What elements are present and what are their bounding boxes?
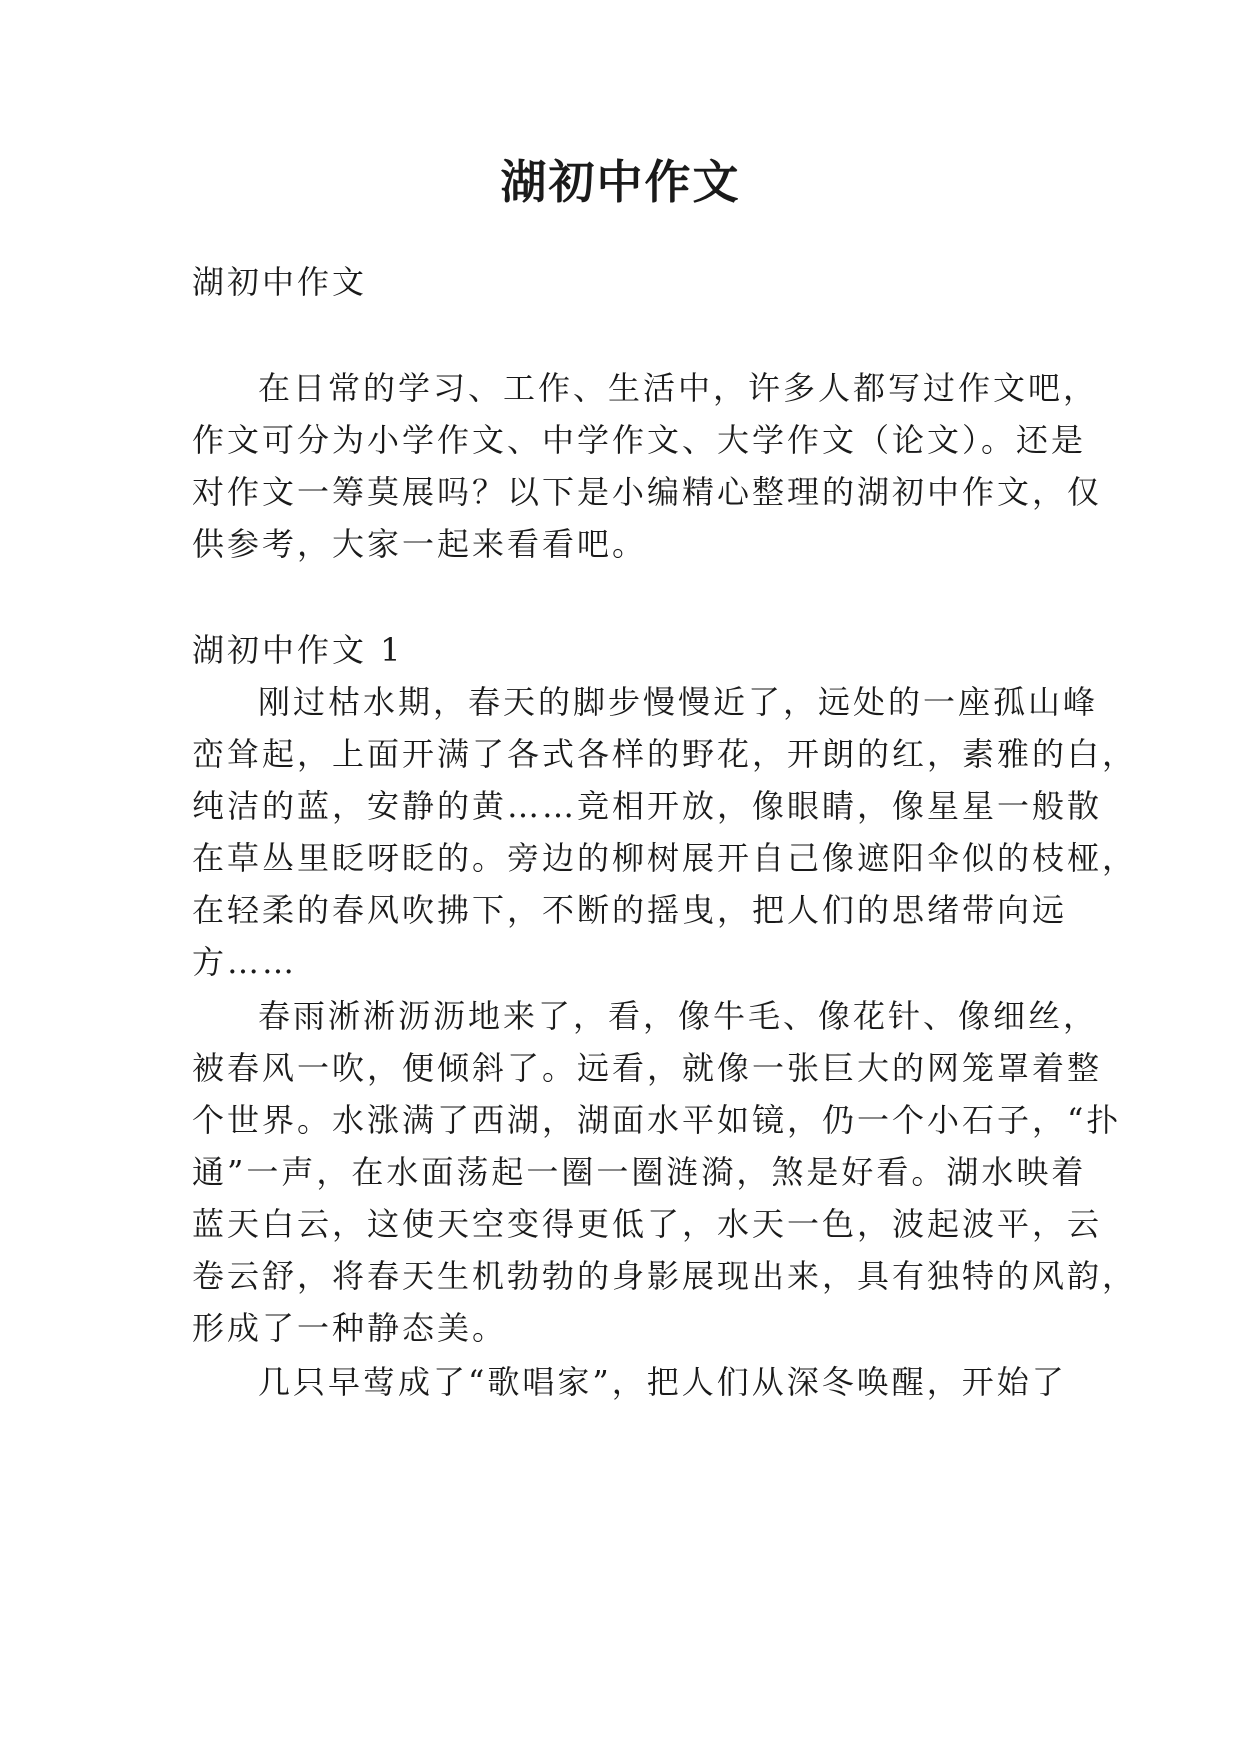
paragraph-line: 形成了一种静态美。 bbox=[192, 1309, 508, 1347]
paragraph-line: 方…… bbox=[192, 943, 298, 981]
document-subtitle: 湖初中作文 bbox=[192, 263, 368, 301]
paragraph-line: 卷云舒，将春天生机勃勃的身影展现出来，具有独特的风韵， bbox=[192, 1257, 1138, 1295]
paragraph-line: 刚过枯水期，春天的脚步慢慢近了，远处的一座孤山峰 bbox=[258, 683, 1099, 721]
intro-line: 作文可分为小学作文、中学作文、大学作文（论文）。还是 bbox=[192, 421, 1087, 459]
paragraph-line: 个世界。水涨满了西湖，湖面水平如镜，仍一个小石子，“扑 bbox=[192, 1101, 1122, 1139]
section-heading: 湖初中作文 1 bbox=[192, 631, 404, 669]
paragraph-line: 纯洁的蓝，安静的黄……竞相开放，像眼睛，像星星一般散 bbox=[192, 787, 1103, 825]
page-title: 湖初中作文 bbox=[500, 155, 741, 209]
intro-line: 在日常的学习、工作、生活中，许多人都写过作文吧， bbox=[258, 369, 1099, 407]
paragraph-line: 通”一声，在水面荡起一圈一圈涟漪，煞是好看。湖水映着 bbox=[192, 1153, 1087, 1191]
paragraph-line: 在草丛里眨呀眨的。旁边的柳树展开自己像遮阳伞似的枝桠， bbox=[192, 839, 1138, 877]
intro-line: 对作文一筹莫展吗？以下是小编精心整理的湖初中作文，仅 bbox=[192, 473, 1103, 511]
paragraph-line: 几只早莺成了“歌唱家”，把人们从深冬唤醒，开始了 bbox=[258, 1363, 1067, 1401]
paragraph-line: 蓝天白云，这使天空变得更低了，水天一色，波起波平，云 bbox=[192, 1205, 1103, 1243]
paragraph-line: 被春风一吹，便倾斜了。远看，就像一张巨大的网笼罩着整 bbox=[192, 1049, 1103, 1087]
paragraph-line: 在轻柔的春风吹拂下，不断的摇曳，把人们的思绪带向远 bbox=[192, 891, 1068, 929]
paragraph-line: 春雨淅淅沥沥地来了，看，像牛毛、像花针、像细丝， bbox=[258, 997, 1099, 1035]
paragraph-line: 峦耸起，上面开满了各式各样的野花，开朗的红，素雅的白， bbox=[192, 735, 1138, 773]
intro-line: 供参考，大家一起来看看吧。 bbox=[192, 525, 648, 563]
